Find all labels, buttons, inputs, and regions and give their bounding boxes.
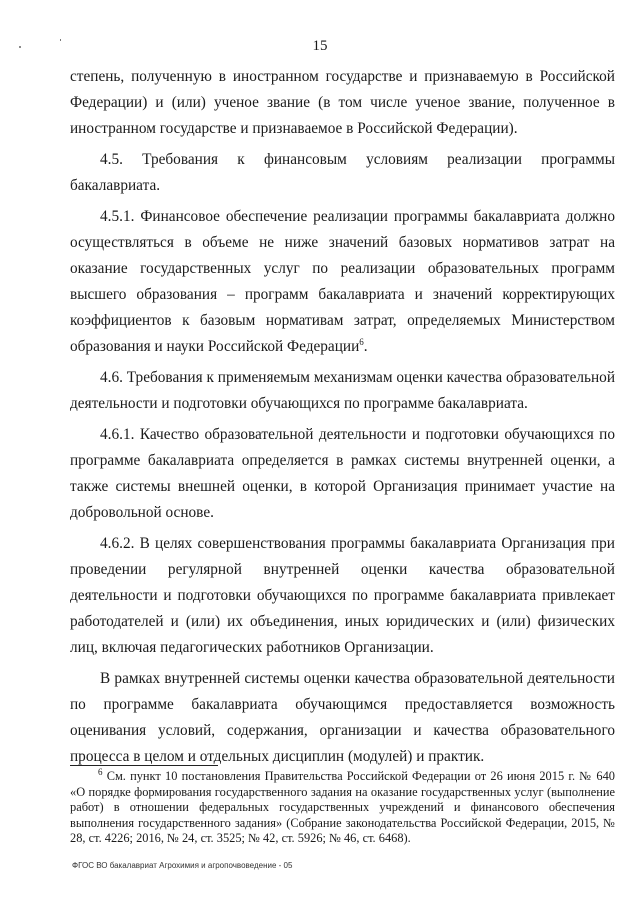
footnote-number: 6 (98, 766, 103, 777)
paragraph-continuation: степень, полученную в иностранном государстве и признаваемую в Российской Федерации) и (или) ученое звание (в том числе ученое звание, полученное в иностранном государстве и признаваемое в Российской Федерации). (70, 68, 615, 137)
footnote (70, 766, 615, 847)
section-heading-4-6: 4.6. Требования к применяемым механизмам оценки качества образовательной деятельности и подготовки обучающихся по программе бакалавриата. (70, 369, 615, 412)
document-body (70, 64, 615, 775)
page-number: 15 (312, 38, 328, 54)
footnote-reference: 6 (359, 336, 364, 347)
paragraph-4-6-2: 4.6.2. В целях совершенствования программы бакалавриата Организация при проведении регулярной внутренней оценки качества образовательной деятельности и подготовки обучающихся по программе бакалавриата привлекает работодателей и (или) их объединения, иных юридических и (или) физических лиц, включая педагогических работников Организации. (70, 535, 615, 656)
footnote-text: См. пункт 10 постановления Правительства Российской Федерации от 26 июня 2015 г. № 640 «О порядке формирования государственного задания на оказание государственных услуг (выполнение работ) в отношении федеральных государственных учреждений и финансового обеспечения выполнения государственного задания» (Собрание законодательства Российской Федерации, 2015, № 28, ст. 4226; 2016, № 24, ст. 3525; № 42, ст. 5926; № 46, ст. 6468). (70, 769, 615, 845)
section-heading-4-5: 4.5. Требования к финансовым условиям реализации программы бакалавриата. (70, 151, 615, 194)
footnote-separator (70, 765, 218, 766)
paragraph-4-5-1-text: 4.5.1. Финансовое обеспечение реализации программы бакалавриата должно осуществляться в объеме не ниже значений базовых нормативов затрат на оказание государственных услуг по реализации образовательных программ высшего образования – программ бакалавриата и значений корректирующих коэффициентов к базовым нормативам затрат, определяемых Министерством образования и науки Российской Федерации (70, 208, 615, 355)
document-footer: ФГОС ВО бакалавриат Агрохимия и агропочвоведение - 05 (72, 861, 293, 870)
paragraph-4-6-1: 4.6.1. Качество образовательной деятельности и подготовки обучающихся по программе бакалавриата определяется в рамках системы внутренней оценки, а также системы внешней оценки, в которой Организация принимает участие на добровольной основе. (70, 426, 615, 521)
paragraph-internal-assessment: В рамках внутренней системы оценки качества образовательной деятельности по программе бакалавриата обучающимся предоставляется возможность оценивания условий, содержания, организации и качества образовательного процесса в целом и отдельных дисциплин (модулей) и практик. (70, 670, 615, 765)
paragraph-4-5-1 (70, 204, 615, 360)
paragraph-4-5-1-end: . (363, 338, 368, 355)
